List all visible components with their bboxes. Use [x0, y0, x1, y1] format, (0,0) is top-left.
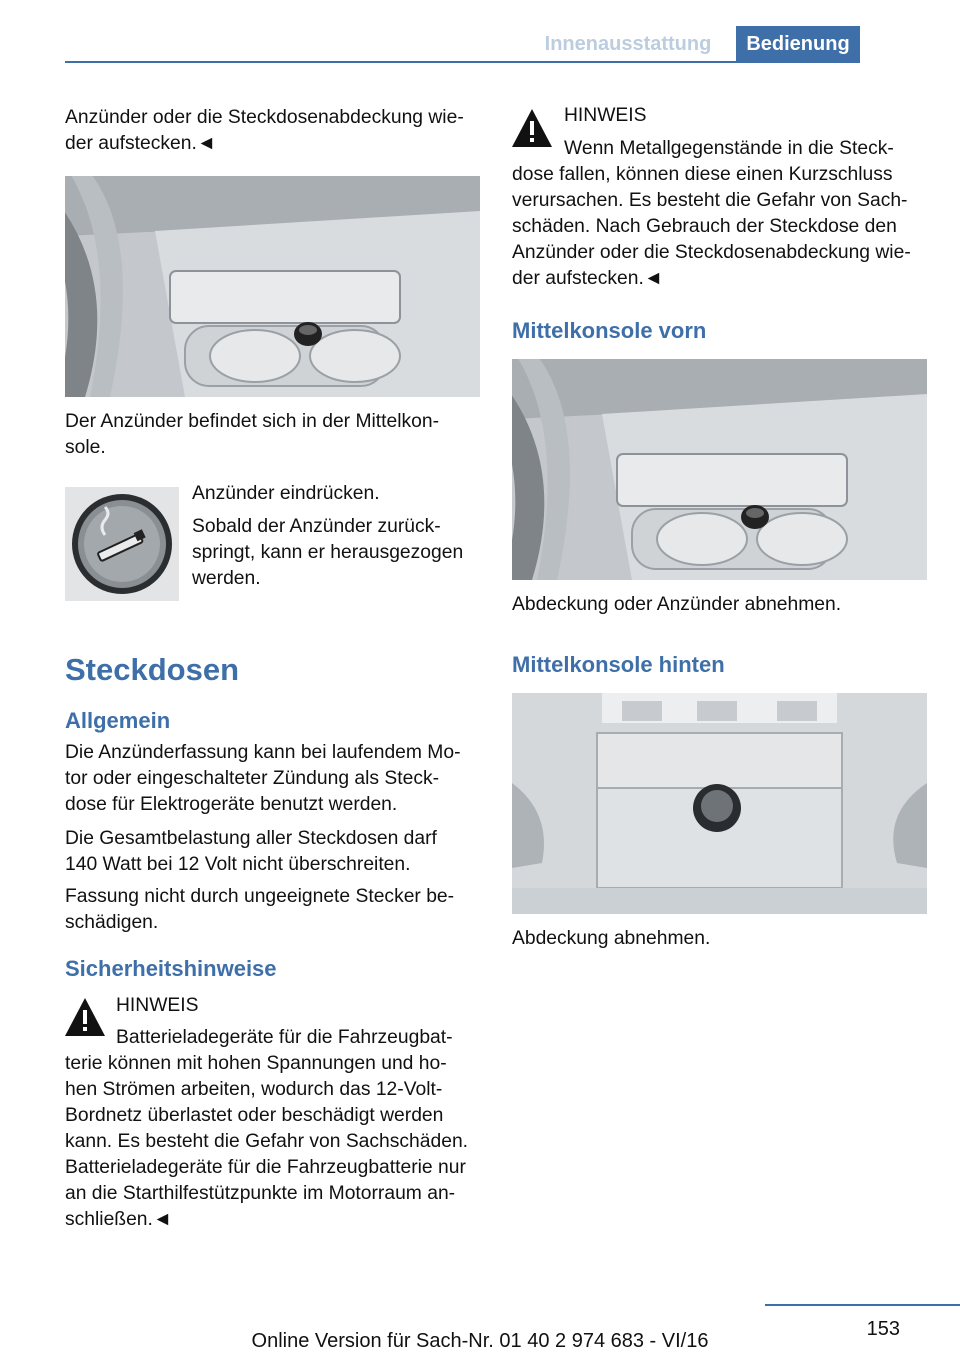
front-console-photo-1 — [65, 176, 480, 397]
lighter-location-caption: Der Anzünder befindet sich in der Mittelkon- sole. — [65, 411, 440, 458]
page-number: 153 — [866, 1318, 900, 1340]
section-title-steckdosen: Steckdosen — [65, 652, 240, 687]
header-rule — [65, 61, 860, 63]
notice-body-left: terie können mit hohen Spannungen und ho- hen Strömen arbeiten, wodurch das 12-Volt- Bordnetz überlastet oder beschädigt werden kann. Es besteht die Gefahr von Sachschäden. Batterieladegeräte für die Fahrzeugbatterie nur an die Starthilfestützpunkte im Motorraum an- schließen.◄ — [65, 1053, 469, 1230]
notice-body-right: dose fallen, können diese einen Kurzschluss verursachen. Es besteht die Gefahr von Sach- schäden. Nach Gebrauch der Steckdose den Anzünder oder die Steckdosenabdeckung wie- der aufstecken.◄ — [512, 164, 911, 289]
notice-first-line-right: Wenn Metallgegenstände in die Steck- — [564, 138, 894, 159]
header-chapter-tab[interactable]: Bedienung — [736, 26, 860, 62]
notice-first-line-left: Batterieladegeräte für die Fahrzeugbat- — [116, 1027, 453, 1048]
rear-console-caption: Abdeckung abnehmen. — [512, 928, 711, 949]
header-section-tab[interactable]: Innenausstattung — [544, 32, 712, 55]
lighter-icon — [65, 487, 179, 601]
lighter-release-text: Sobald der Anzünder zurück- springt, kann er herausgezogen werden. — [192, 516, 464, 589]
notice-label-right: HINWEIS — [564, 105, 647, 126]
front-console-caption: Abdeckung oder Anzünder abnehmen. — [512, 594, 842, 615]
notice-label-left: HINWEIS — [116, 995, 199, 1016]
heading-mittelkonsole-vorn: Mittelkonsole vorn — [512, 318, 707, 343]
rear-console-photo — [512, 693, 927, 914]
online-version-footer: Online Version für Sach-Nr. 01 40 2 974 683 - VI/16 — [251, 1330, 709, 1352]
warning-icon — [64, 996, 106, 1038]
general-paragraph-1: Die Anzünderfassung kann bei laufendem Mo- tor oder eingeschalteter Zündung als Steck- dose für Elektrogeräte benutzt werden. — [65, 742, 461, 815]
heading-allgemein: Allgemein — [65, 708, 171, 733]
footer-rule — [765, 1304, 960, 1306]
heading-mittelkonsole-hinten: Mittelkonsole hinten — [512, 652, 725, 677]
general-paragraph-3: Fassung nicht durch ungeeignete Stecker be- schädigen. — [65, 886, 455, 933]
front-console-photo-2 — [512, 359, 927, 580]
intro-text: Anzünder oder die Steckdosenabdeckung wie- der aufstecken.◄ — [65, 107, 464, 154]
heading-sicherheitshinweise: Sicherheitshinweise — [65, 956, 277, 981]
warning-icon — [511, 107, 553, 149]
press-lighter-text: Anzünder eindrücken. — [192, 483, 380, 504]
general-paragraph-2: Die Gesamtbelastung aller Steckdosen darf 140 Watt bei 12 Volt nicht überschreiten. — [65, 828, 437, 875]
